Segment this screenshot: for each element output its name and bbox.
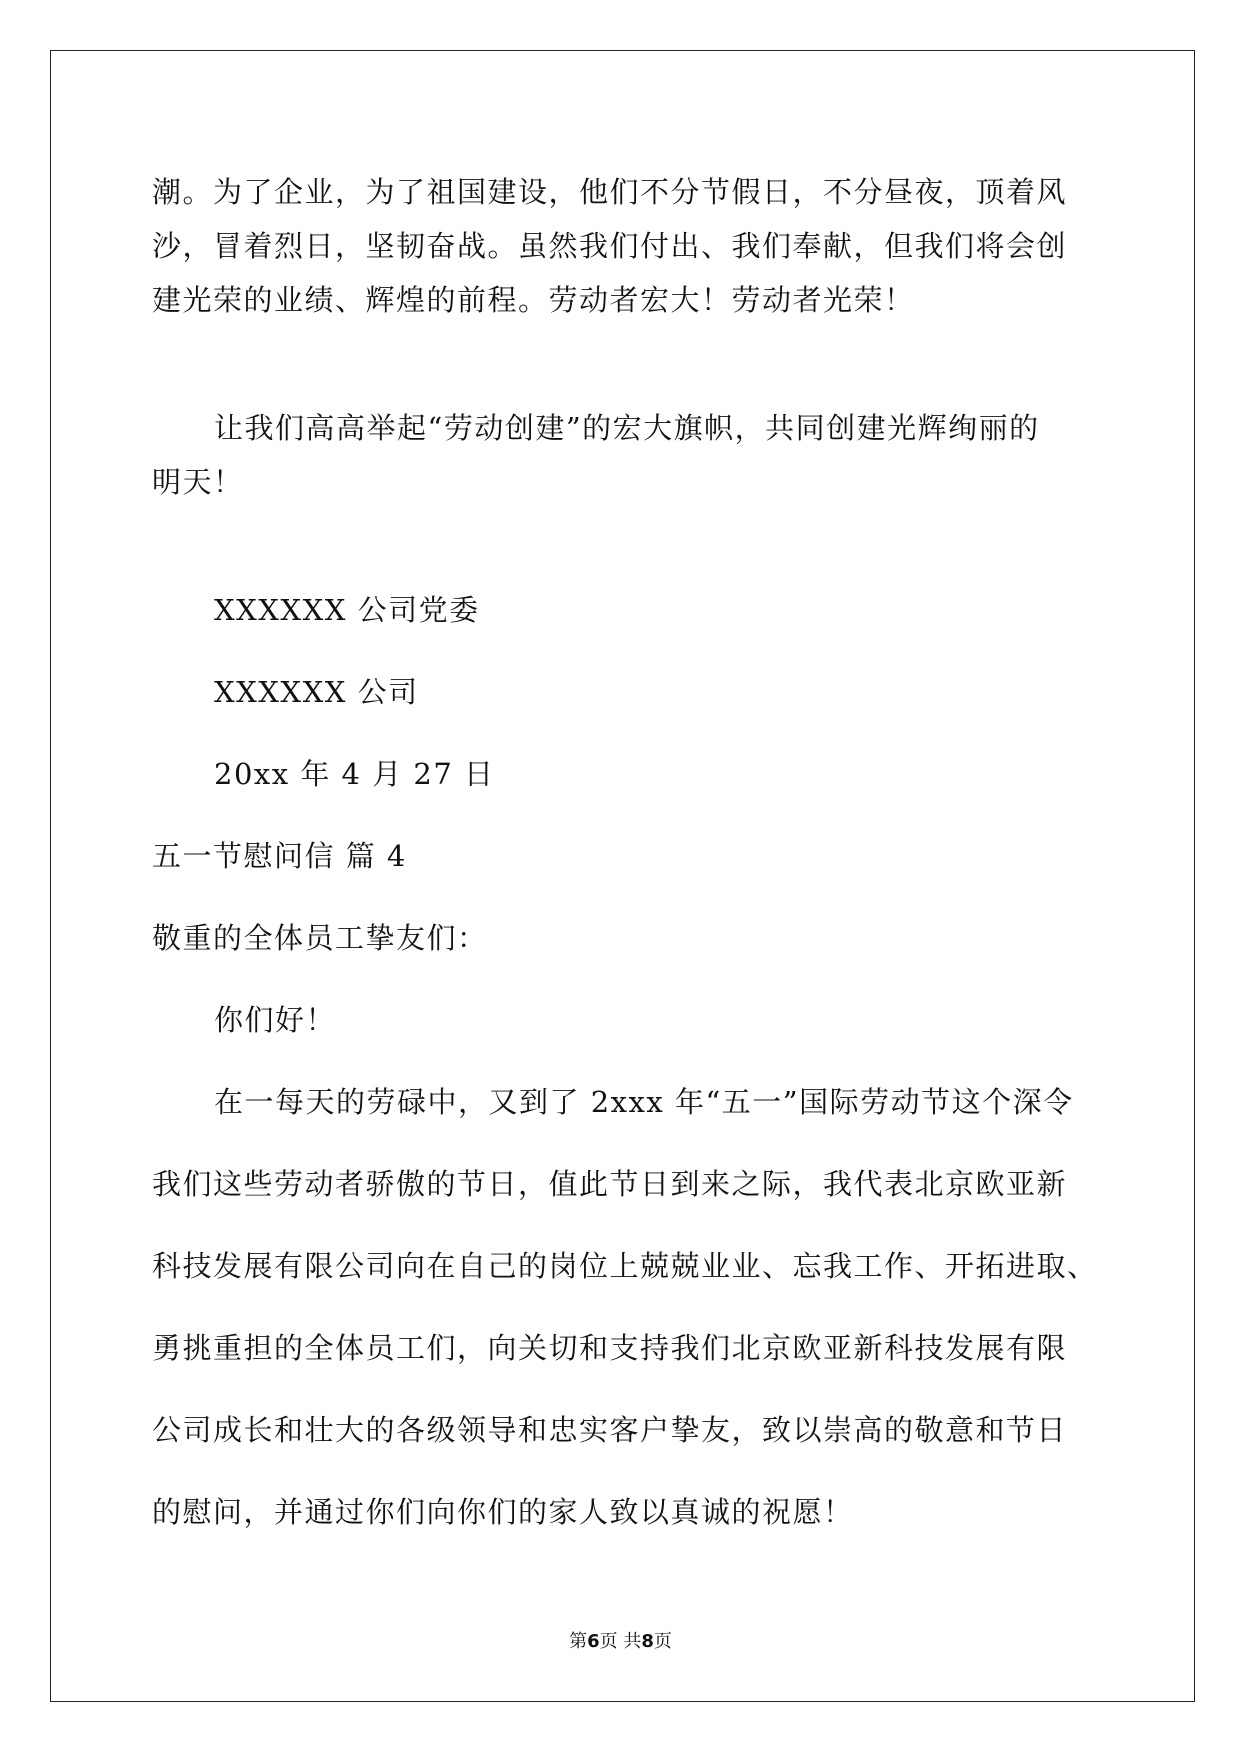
body-line: 科技发展有限公司向在自己的岗位上兢兢业业、忘我工作、开拓进取、 [152,1249,1098,1283]
signature-company: XXXXXX 公司 [214,675,419,709]
salutation: 敬重的全体员工挚友们： [152,921,488,955]
footer-suffix: 页 [653,1631,672,1652]
body-line: 在一每天的劳碌中，又到了 2xxx 年“五一”国际劳动节这个深令 [214,1085,1074,1119]
greeting: 你们好！ [214,1003,337,1037]
body-line: 沙，冒着烈日，坚韧奋战。虽然我们付出、我们奉献，但我们将会创 [152,229,1068,263]
footer-current-page: 6 [587,1631,600,1652]
body-line: 明天！ [152,465,244,499]
body-line: 我们这些劳动者骄傲的节日，值此节日到来之际，我代表北京欧亚新 [152,1167,1068,1201]
body-line: 潮。为了企业，为了祖国建设，他们不分节假日，不分昼夜，顶着风 [152,175,1068,209]
footer-prefix: 第 [569,1631,588,1652]
body-line: 勇挑重担的全体员工们，向关切和支持我们北京欧亚新科技发展有限 [152,1331,1068,1365]
body-line: 的慰问，并通过你们向你们的家人致以真诚的祝愿！ [152,1495,854,1529]
footer-total-pages: 8 [641,1631,654,1652]
body-line: 让我们高高举起“劳动创建”的宏大旗帜，共同创建光辉绚丽的 [214,411,1040,445]
page-footer [0,1630,1241,1654]
section-heading: 五一节慰问信 篇 4 [152,839,407,873]
signature-party-committee: XXXXXX 公司党委 [214,593,480,627]
body-line: 建光荣的业绩、辉煌的前程。劳动者宏大！劳动者光荣！ [152,283,915,317]
body-line: 公司成长和壮大的各级领导和忠实客户挚友，致以崇高的敬意和节日 [152,1413,1068,1447]
footer-middle: 页 共 [599,1631,642,1652]
signature-date: 20xx 年 4 月 27 日 [214,757,495,791]
